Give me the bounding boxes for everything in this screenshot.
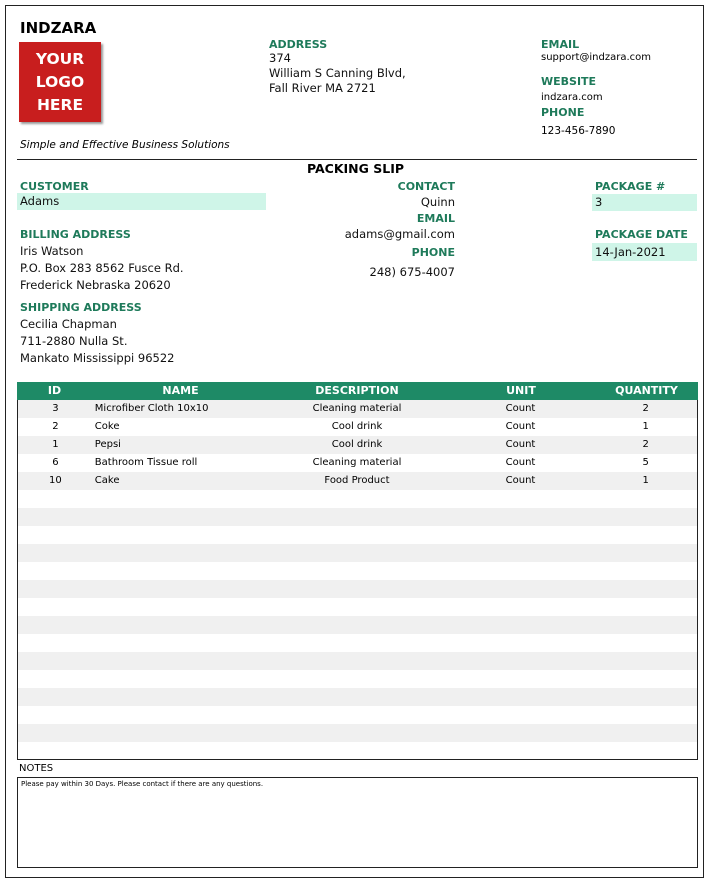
cell-quantity: [594, 634, 697, 652]
logo-line-3: HERE: [36, 95, 84, 114]
email-label: EMAIL: [541, 38, 580, 51]
cell-id: 10: [49, 475, 62, 486]
cell-name: Cake: [94, 475, 120, 486]
cell-quantity: 2: [642, 403, 649, 414]
table-row: [18, 418, 697, 436]
cell-unit: Count: [505, 403, 536, 414]
empty-table-row: [18, 652, 697, 670]
empty-table-row: [18, 544, 697, 562]
billing-address-label: BILLING ADDRESS: [20, 228, 131, 241]
cell-quantity: [594, 598, 697, 616]
shipping-address-label: SHIPPING ADDRESS: [20, 301, 142, 314]
cell-description: [267, 526, 446, 544]
cell-name: [93, 742, 267, 760]
cell-name: [93, 544, 267, 562]
cell-unit: [447, 688, 595, 706]
cell-id: [18, 724, 93, 742]
cell-unit: [447, 706, 595, 724]
company-tagline: Simple and Effective Business Solutions: [20, 139, 230, 151]
contact-email: adams@gmail.com: [344, 227, 455, 241]
cell-quantity: [594, 688, 697, 706]
cell-unit: [447, 616, 595, 634]
cell-id: [18, 562, 93, 580]
cell-id: 6: [52, 457, 59, 468]
table-row: [18, 436, 697, 454]
cell-quantity: [594, 706, 697, 724]
customer-label: CUSTOMER: [20, 180, 89, 193]
cell-description: [267, 562, 446, 580]
cell-description: [267, 598, 446, 616]
cell-description: [267, 490, 446, 508]
cell-quantity: 1: [642, 421, 649, 432]
cell-id: [18, 490, 93, 508]
cell-id: [18, 652, 93, 670]
cell-quantity: [594, 526, 697, 544]
cell-id: [18, 526, 93, 544]
cell-name: [93, 652, 267, 670]
cell-id: [18, 742, 93, 760]
billing-address: [20, 243, 184, 294]
cell-quantity: [594, 490, 697, 508]
address-line-1: 374: [269, 51, 291, 65]
table-row: [18, 400, 697, 418]
cell-name: [93, 508, 267, 526]
customer-name: Adams: [17, 193, 266, 210]
empty-table-row: [18, 634, 697, 652]
address-label: ADDRESS: [269, 38, 328, 51]
cell-description: [267, 670, 446, 688]
cell-quantity: [594, 580, 697, 598]
contact-name: Quinn: [420, 195, 455, 209]
empty-table-row: [18, 490, 697, 508]
empty-table-row: [18, 616, 697, 634]
notes-label: NOTES: [19, 763, 54, 774]
shipping-address: [20, 316, 174, 367]
company-phone: 123-456-7890: [541, 125, 616, 137]
header-quantity: QUANTITY: [615, 384, 678, 397]
cell-description: [267, 742, 446, 760]
cell-description: [267, 688, 446, 706]
company-name: INDZARA: [20, 19, 97, 37]
cell-description: [267, 724, 446, 742]
cell-description: [267, 616, 446, 634]
cell-id: [18, 616, 93, 634]
cell-name: [93, 616, 267, 634]
empty-table-row: [18, 598, 697, 616]
cell-unit: [447, 724, 595, 742]
cell-name: Microfiber Cloth 10x10: [94, 403, 209, 414]
cell-description: Cleaning material: [312, 457, 402, 468]
cell-unit: Count: [505, 421, 536, 432]
table-body: [17, 400, 698, 760]
cell-name: [93, 688, 267, 706]
contact-email-label: EMAIL: [416, 212, 455, 225]
cell-unit: [447, 670, 595, 688]
contact-phone: 248) 675-4007: [369, 265, 455, 279]
cell-quantity: [594, 562, 697, 580]
address-line-2: William S Canning Blvd,: [269, 66, 406, 80]
company-address: [269, 51, 406, 96]
package-number-label: PACKAGE #: [595, 180, 666, 193]
cell-unit: [447, 526, 595, 544]
cell-quantity: 5: [642, 457, 649, 468]
billing-line-2: P.O. Box 283 8562 Fusce Rd.: [20, 261, 184, 275]
cell-unit: Count: [505, 457, 536, 468]
cell-unit: [447, 562, 595, 580]
header-unit: UNIT: [506, 384, 536, 397]
phone-label: PHONE: [541, 106, 585, 119]
cell-id: [18, 688, 93, 706]
empty-table-row: [18, 526, 697, 544]
cell-name: Coke: [94, 421, 120, 432]
items-table: [17, 382, 698, 760]
empty-table-row: [18, 580, 697, 598]
cell-id: [18, 580, 93, 598]
cell-description: Cool drink: [331, 439, 383, 450]
company-email: support@indzara.com: [541, 52, 652, 63]
cell-name: [93, 670, 267, 688]
cell-id: [18, 670, 93, 688]
header-name: NAME: [162, 384, 199, 397]
shipping-line-2: 711-2880 Nulla St.: [20, 334, 128, 348]
cell-id: [18, 508, 93, 526]
billing-line-3: Frederick Nebraska 20620: [20, 278, 171, 292]
logo-line-2: LOGO: [35, 72, 85, 91]
cell-description: [267, 580, 446, 598]
cell-name: [93, 526, 267, 544]
package-date: 14-Jan-2021: [592, 243, 697, 261]
cell-name: [93, 490, 267, 508]
table-header: [17, 382, 698, 400]
contact-phone-label: PHONE: [411, 246, 455, 259]
cell-description: [267, 706, 446, 724]
table-row: [18, 472, 697, 490]
cell-quantity: [594, 544, 697, 562]
empty-table-row: [18, 562, 697, 580]
header-id: ID: [47, 384, 62, 397]
header-description: DESCRIPTION: [315, 384, 399, 397]
address-line-3: Fall River MA 2721: [269, 81, 376, 95]
empty-table-row: [18, 742, 697, 760]
cell-unit: Count: [505, 475, 536, 486]
shipping-line-1: Cecilia Chapman: [20, 317, 117, 331]
cell-name: Pepsi: [94, 439, 121, 450]
cell-id: 2: [52, 421, 59, 432]
cell-id: [18, 706, 93, 724]
header-divider: [17, 159, 697, 160]
cell-name: [93, 562, 267, 580]
cell-id: [18, 598, 93, 616]
company-website: indzara.com: [541, 92, 603, 103]
cell-name: [93, 724, 267, 742]
empty-table-row: [18, 508, 697, 526]
table-row: [18, 454, 697, 472]
cell-description: Food Product: [324, 475, 390, 486]
logo-line-1: YOUR: [35, 49, 85, 68]
cell-description: Cool drink: [331, 421, 383, 432]
cell-quantity: [594, 616, 697, 634]
logo-placeholder: [19, 42, 101, 122]
cell-id: 1: [52, 439, 59, 450]
cell-name: Bathroom Tissue roll: [94, 457, 198, 468]
cell-unit: [447, 580, 595, 598]
cell-quantity: 2: [642, 439, 649, 450]
cell-quantity: [594, 742, 697, 760]
cell-quantity: [594, 670, 697, 688]
cell-name: [93, 634, 267, 652]
cell-quantity: 1: [642, 475, 649, 486]
document-title: PACKING SLIP: [306, 161, 405, 176]
empty-table-row: [18, 688, 697, 706]
cell-description: [267, 652, 446, 670]
website-label: WEBSITE: [541, 75, 597, 88]
notes-box[interactable]: Please pay within 30 Days. Please contact if there are any questions.: [17, 777, 698, 868]
cell-quantity: [594, 508, 697, 526]
cell-unit: [447, 742, 595, 760]
empty-table-row: [18, 670, 697, 688]
empty-table-row: [18, 706, 697, 724]
cell-quantity: [594, 724, 697, 742]
cell-id: [18, 544, 93, 562]
cell-unit: [447, 508, 595, 526]
cell-description: [267, 634, 446, 652]
cell-quantity: [594, 652, 697, 670]
cell-name: [93, 598, 267, 616]
cell-id: 3: [52, 403, 59, 414]
cell-unit: [447, 652, 595, 670]
cell-unit: [447, 598, 595, 616]
contact-label: CONTACT: [397, 180, 455, 193]
cell-unit: [447, 544, 595, 562]
cell-description: Cleaning material: [312, 403, 402, 414]
billing-line-1: Iris Watson: [20, 244, 84, 258]
cell-description: [267, 544, 446, 562]
cell-id: [18, 634, 93, 652]
shipping-line-3: Mankato Mississippi 96522: [20, 351, 175, 365]
cell-description: [267, 508, 446, 526]
cell-name: [93, 580, 267, 598]
cell-unit: [447, 634, 595, 652]
package-number: 3: [592, 194, 697, 211]
cell-name: [93, 706, 267, 724]
cell-unit: [447, 490, 595, 508]
package-date-label: PACKAGE DATE: [595, 228, 688, 241]
packing-slip-sheet: [5, 5, 704, 878]
empty-table-row: [18, 724, 697, 742]
cell-unit: Count: [505, 439, 536, 450]
